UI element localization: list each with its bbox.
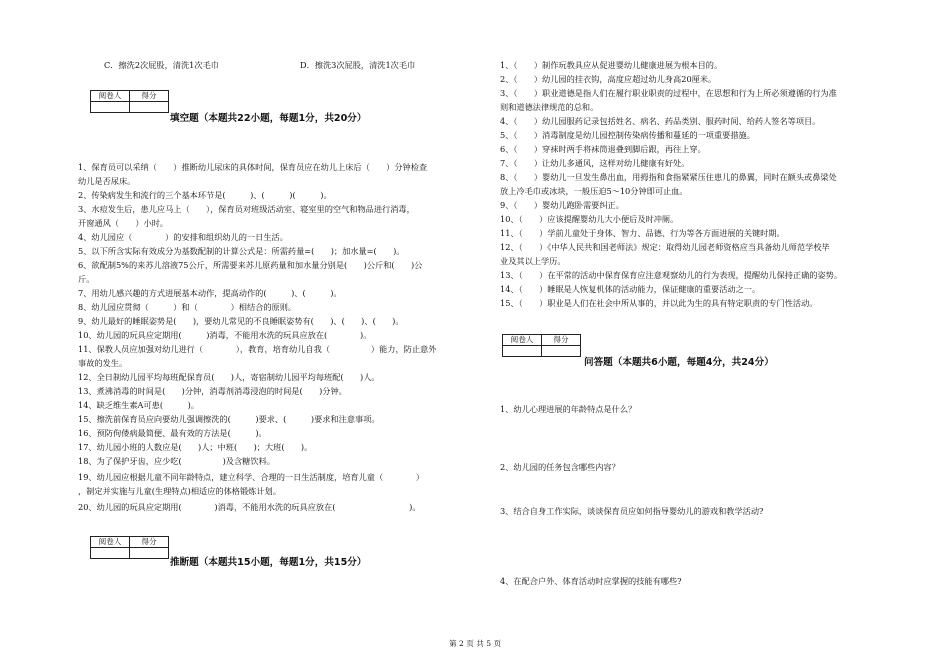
reviewer-cell: [503, 346, 542, 357]
score-cell: [130, 102, 169, 113]
score-label: 得分: [130, 537, 169, 548]
fill-line: 13、煮沸消毒的时间是( )分钟，消毒剂消毒浸泡的时间是( )分钟。: [78, 386, 347, 396]
reviewer-label: 阅卷人: [91, 91, 130, 102]
judge-line: 15、（ ）职业是人们在社会中所从事的，并以此为生的具有特定职责的专门性活动。: [500, 298, 818, 308]
judge-line: 4、（ ）幼儿园服药记录包括姓名、病名、药品类别、服药时间、给药人签名等项目。: [500, 116, 821, 126]
reviewer-cell: [91, 548, 130, 559]
option-c: C．擦洗2次屁股，清洗1次毛巾: [104, 60, 219, 70]
fill-line: 7、用幼儿感兴趣的方式进展基本动作，提高动作的( )、( )。: [78, 288, 342, 298]
fill-line: 11、保教人员应加强对幼儿进行（ ），教育，培育幼儿自我（ ）能力，防止意外: [78, 344, 437, 354]
fill-line: 15、擦洗前保育员应向要幼儿强调擦洗的( )要求、( )要求和注意事项。: [78, 414, 380, 424]
fill-line: 20、幼儿园的玩具应定期用( )消毒，不能用水洗的玩具应放在( )。: [78, 502, 421, 512]
fill-line: 14、缺乏维生素A可患( )。: [78, 400, 199, 410]
fill-line: 8、幼儿园应贯彻（ ）和（ ）相结合的原则。: [78, 302, 297, 312]
fill-line: 4、幼儿园应（ ）的安排和组织幼儿的一日生活。: [78, 232, 288, 242]
fill-line: 2、传染病发生和流行的三个基本环节是( )、( )( )。: [78, 190, 332, 200]
judge-line: 8、（ ）婴幼儿一旦发生鼻出血，用拇指和食指紧紧压住患儿的鼻翼，同时在额头或鼻梁处: [500, 172, 837, 182]
judge-line: 11、（ ）学前儿童处于身体、智力、品德、行为等各方面进展的关键时期。: [500, 228, 785, 238]
judge-line: 7、（ ）让幼儿多通风，这样对幼儿健康有好处。: [500, 158, 690, 168]
reviewer-label: 阅卷人: [91, 537, 130, 548]
option-d: D．擦洗3次屁股，清洗1次毛巾: [300, 60, 416, 70]
fill-line: 幼儿是否尿床。: [78, 176, 136, 186]
judge-section-title: 推断题（本题共15小题，每题1分，共15分）: [170, 557, 367, 568]
qa-question: 3、结合自身工作实际，谈谈保育员应如何指导婴幼儿的游戏和教学活动?: [500, 506, 764, 516]
judge-line: 则和道德法律规范的总和。: [500, 102, 599, 112]
score-label: 得分: [542, 335, 581, 346]
left-column: [78, 0, 488, 671]
qa-section-title: 问答题（本题共6小题，每题4分，共24分）: [584, 357, 774, 368]
qa-question: 2、幼儿园的任务包含哪些内容？: [500, 462, 620, 472]
fill-line: 18、为了保护牙齿，应少吃( )及含糖饮料。: [78, 456, 275, 466]
fill-line: 3、水痘发生后，患儿应马上（ ），保育员对班级活动室、寝室里的空气和物品进行消毒，: [78, 204, 415, 214]
page-footer: 第 2 页 共 5 页: [448, 639, 502, 648]
fill-line: ，制定并实施与儿童(生理特点)相适应的体格锻炼计划。: [78, 486, 281, 496]
score-box-fill: [90, 90, 169, 113]
fill-line: 开窗通风（ ）小时。: [78, 218, 169, 228]
fill-line: 1、保育员可以采纳（ ）推断幼儿尿床的具体时间，保育员应在幼儿上床后（ ）分钟检查: [78, 162, 428, 172]
score-box-qa: [502, 334, 581, 357]
judge-line: 6、（ ）穿袜时两手将袜筒退叠到脚后跟，再往上穿。: [500, 144, 706, 154]
judge-line: 1、（ ）制作玩教具应从促进婴幼儿健康进展为根本目的。: [500, 60, 723, 70]
judge-line: 业及其以上学历。: [500, 256, 566, 266]
score-label: 得分: [130, 91, 169, 102]
score-cell: [130, 548, 169, 559]
fill-line: 斤。: [78, 274, 95, 284]
judge-line: 13、（ ）在平常的活动中保育保育应注意观察幼儿的行为表现，提醒幼儿保持正确的姿势。: [500, 270, 843, 280]
judge-line: 14、（ ）睡眠是人恢复机体的活动能力，保证健康的重要活动之一。: [500, 284, 761, 294]
fill-section-title: 填空题（本题共22小题，每题1分，共20分）: [170, 113, 367, 124]
fill-line: 6、欲配制5%的来苏儿溶液75公斤，所需要来苏儿原药量和加水量分别是( )公斤和( )公: [78, 260, 423, 270]
judge-line: 5、（ ）消毒制度是幼儿园控制传染病传播和蔓延的一项重要措施。: [500, 130, 755, 140]
judge-line: 3、（ ）职业道德是指人们在履行职业职责的过程中，在思想和行为上所必须遵循的行为准: [500, 88, 837, 98]
fill-line: 5、以下所含实际有效成分为基数配制的计算公式是：所需药量=( )；加水量=( )。: [78, 246, 405, 256]
fill-line: 10、幼儿园的玩具应定期用( )消毒，不能用水洗的玩具应放在( )。: [78, 330, 372, 340]
reviewer-label: 阅卷人: [503, 335, 542, 346]
score-box-judge: [90, 536, 169, 559]
right-column: [500, 0, 900, 671]
fill-line: 19、幼儿园应根据儿童不同年龄特点，建立科学、合理的一日生活制度，培育儿童（ ）: [78, 472, 425, 482]
reviewer-cell: [91, 102, 130, 113]
score-cell: [542, 346, 581, 357]
qa-question: 1、幼儿心理进展的年龄特点是什么？: [500, 404, 637, 414]
judge-line: 10、（ ）应该提醒婴幼儿大小便后及时冲厕。: [500, 214, 679, 224]
judge-line: 放上冷毛巾或冰块，一般压迫5～10分钟即可止血。: [500, 186, 688, 196]
fill-line: 16、预防佝偻病最简便、最有效的方法是( )。: [78, 428, 267, 438]
fill-line: 事故的发生。: [78, 358, 128, 368]
fill-line: 9、幼儿最好的睡眠姿势是( )，要幼儿常见的不良睡眠姿势有( )、( )、( )。: [78, 316, 404, 326]
qa-question: 4、在配合户外、体育活动时应掌握的技能有哪些?: [500, 576, 682, 586]
judge-line: 12、（ ）《中华人民共和国老师法》规定：取得幼儿园老师资格应当具备幼儿师范学校毕: [500, 242, 830, 252]
fill-line: 17、幼儿园小班的人数应是( )人；中班( )；大班( )。: [78, 442, 313, 452]
judge-line: 2、（ ）幼儿园的挂衣钩，高度应超过幼儿身高20厘米。: [500, 74, 717, 84]
judge-line: 9、（ ）婴幼儿跑卧需要纠正。: [500, 200, 624, 210]
fill-line: 12、全日制幼儿园平均每班配保育员( )人，寄宿制幼儿园平均每班配( )人。: [78, 372, 380, 382]
